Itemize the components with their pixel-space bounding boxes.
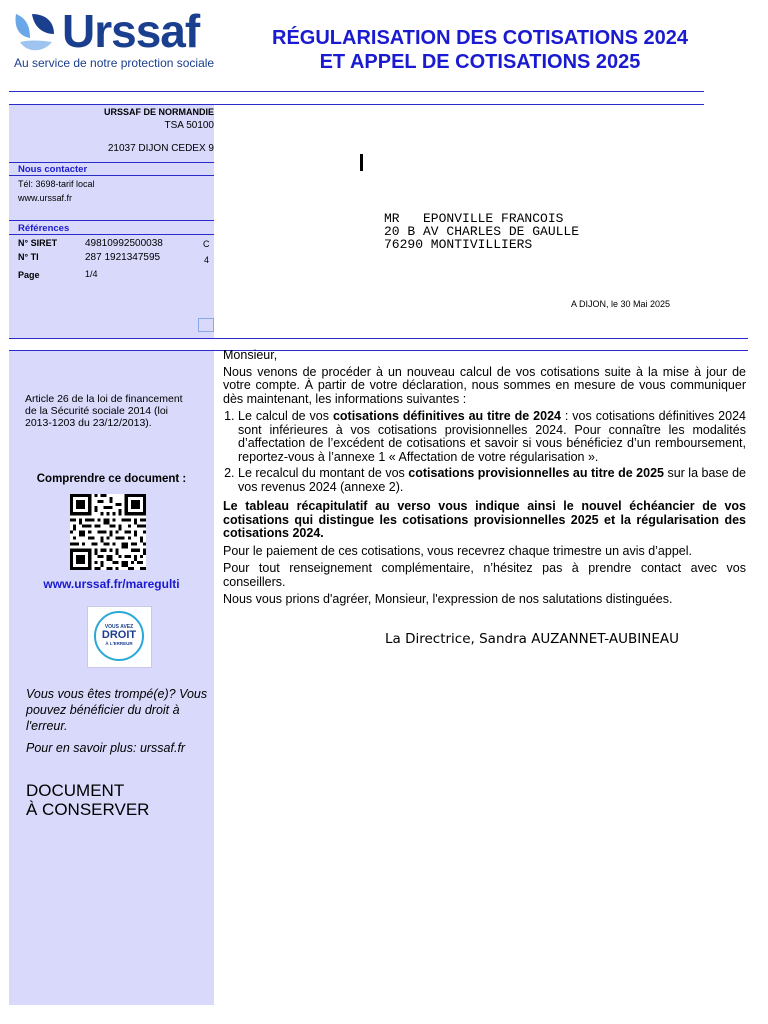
recipient-line-1: MR EPONVILLE FRANCOIS [384,211,564,226]
letter-payment: Pour le paiement de ces cotisations, vous recevrez chaque trimestre un avis d’appel. [223,543,692,558]
contact-rule-bottom [9,175,214,176]
ref-rule-bottom [9,234,214,235]
letter-item-2 [238,467,746,494]
letter-intro: Nous venons de procéder à un nouveau calcul de vos cotisations suite à la mise à jour de votre compte. À partir de votre déclaration, nous sommes en mesure de vous communiquer dès maintenant, les informations suivantes : [223,364,746,406]
letter-item-1 [238,410,746,464]
logo-tagline: Au service de notre protection sociale [14,56,215,70]
letter-closing: Nous vous prions d'agréer, Monsieur, l'expression de nos salutations distinguées. [223,592,673,606]
sender-city: 21037 DIJON CEDEX 9 [107,143,214,154]
rule-mid-1 [9,338,748,339]
recipient-line-2: 20 B AV CHARLES DE GAULLE [384,224,580,239]
letter-body [223,349,746,611]
siret-extra: C [203,239,210,249]
ti-value: 287 1921347595 [85,252,161,263]
page-title [220,26,740,74]
understand-heading: Comprendre ce document : [36,473,187,485]
item2-post: sur la base de vos revenus 2024 (annexe 2). [238,466,747,494]
siret-value: 49810992500038 [85,238,163,249]
item1-bold: cotisations définitives au titre de 2024 [332,409,561,423]
badge-circle-icon [94,611,144,661]
page-value: 1/4 [85,269,98,279]
siret-label: N° SIRET [18,238,58,248]
ref-rule-top [9,220,214,221]
letter-contact: Pour tout renseignement complémentaire, n’hésitez pas à prendre contact avec vos conseillers. [223,561,746,589]
ti-label: N° TI [18,252,39,262]
header-sidebar-panel [9,104,214,338]
item1-pre: Le calcul de vos [238,409,333,423]
article-reference: Article 26 de la loi de financement de la Sécurité sociale 2014 (loi 2013-1203 du 23/12/2013). [25,393,183,429]
logo-wordmark: Urssaf [62,5,200,57]
references-heading: Références [18,223,70,234]
badge-main-text: DROIT [101,629,137,641]
rule-top-1 [9,91,704,92]
rule-top-2 [9,104,704,105]
urssaf-logo-icon [12,12,60,54]
address-marker [360,154,363,171]
letter-greeting: Monsieur, [223,348,278,362]
left-sidebar-panel [9,350,214,1005]
letter-summary: Le tableau récapitulatif au verso vous indique ainsi le nouvel échéancier de vos cotisations qui distingue les cotisations provisionnelles 2025 et la régularisation des cotisations 2024. [223,499,746,540]
keep-document-2: À CONSERVER [26,800,150,819]
letter-list [223,410,746,494]
sender-org: URSSAF DE NORMANDIE [103,107,214,117]
contact-phone: Tél: 3698-tarif local [18,179,95,189]
letter-date: A DIJON, le 30 Mai 2025 [570,299,670,309]
keep-document-1: DOCUMENT [26,781,125,800]
corner-box-icon [198,318,214,332]
more-info: Pour en savoir plus: urssaf.fr [26,741,186,755]
title-line-2: ET APPEL DE COTISATIONS 2025 [319,51,641,73]
ti-extra: 4 [204,255,210,265]
recipient-line-3: 76290 MONTIVILLIERS [384,237,533,252]
qr-code[interactable] [70,494,146,570]
item2-bold: cotisations provisionnelles au titre de 2025 [408,466,664,480]
sender-tsa: TSA 50100 [164,120,214,131]
letter-signature: La Directrice, Sandra AUZANNET-AUBINEAU [385,631,679,647]
item1-post: : vos cotisations définitives 2024 sont inférieures à vos cotisations provisionnelles 2024. Pour connaître les modalités d’affectation de l’excédent de cotisations et savoir si vous bénéficiez d’un remboursement, reportez-vous à l’annexe 1 « Affectation de votre régularisation ». [238,409,746,464]
contact-heading: Nous contacter [18,164,88,175]
badge-bottom-text: À L'ERREUR [105,641,133,646]
regul-link[interactable]: www.urssaf.fr/maregulti [43,577,180,591]
badge-top-text: VOUS AVEZ [104,624,134,630]
title-line-1: RÉGULARISATION DES COTISATIONS 2024 [272,27,688,49]
contact-web[interactable]: www.urssaf.fr [18,193,73,203]
contact-rule-top [9,162,214,163]
urssaf-logo [12,5,217,72]
error-text: Vous vous êtes trompé(e)? Vous pouvez bénéficier du droit à l'erreur. [26,687,208,733]
page-label: Page [18,270,40,280]
item2-pre: Le recalcul du montant de vos [238,466,409,480]
droit-erreur-badge [87,606,152,668]
